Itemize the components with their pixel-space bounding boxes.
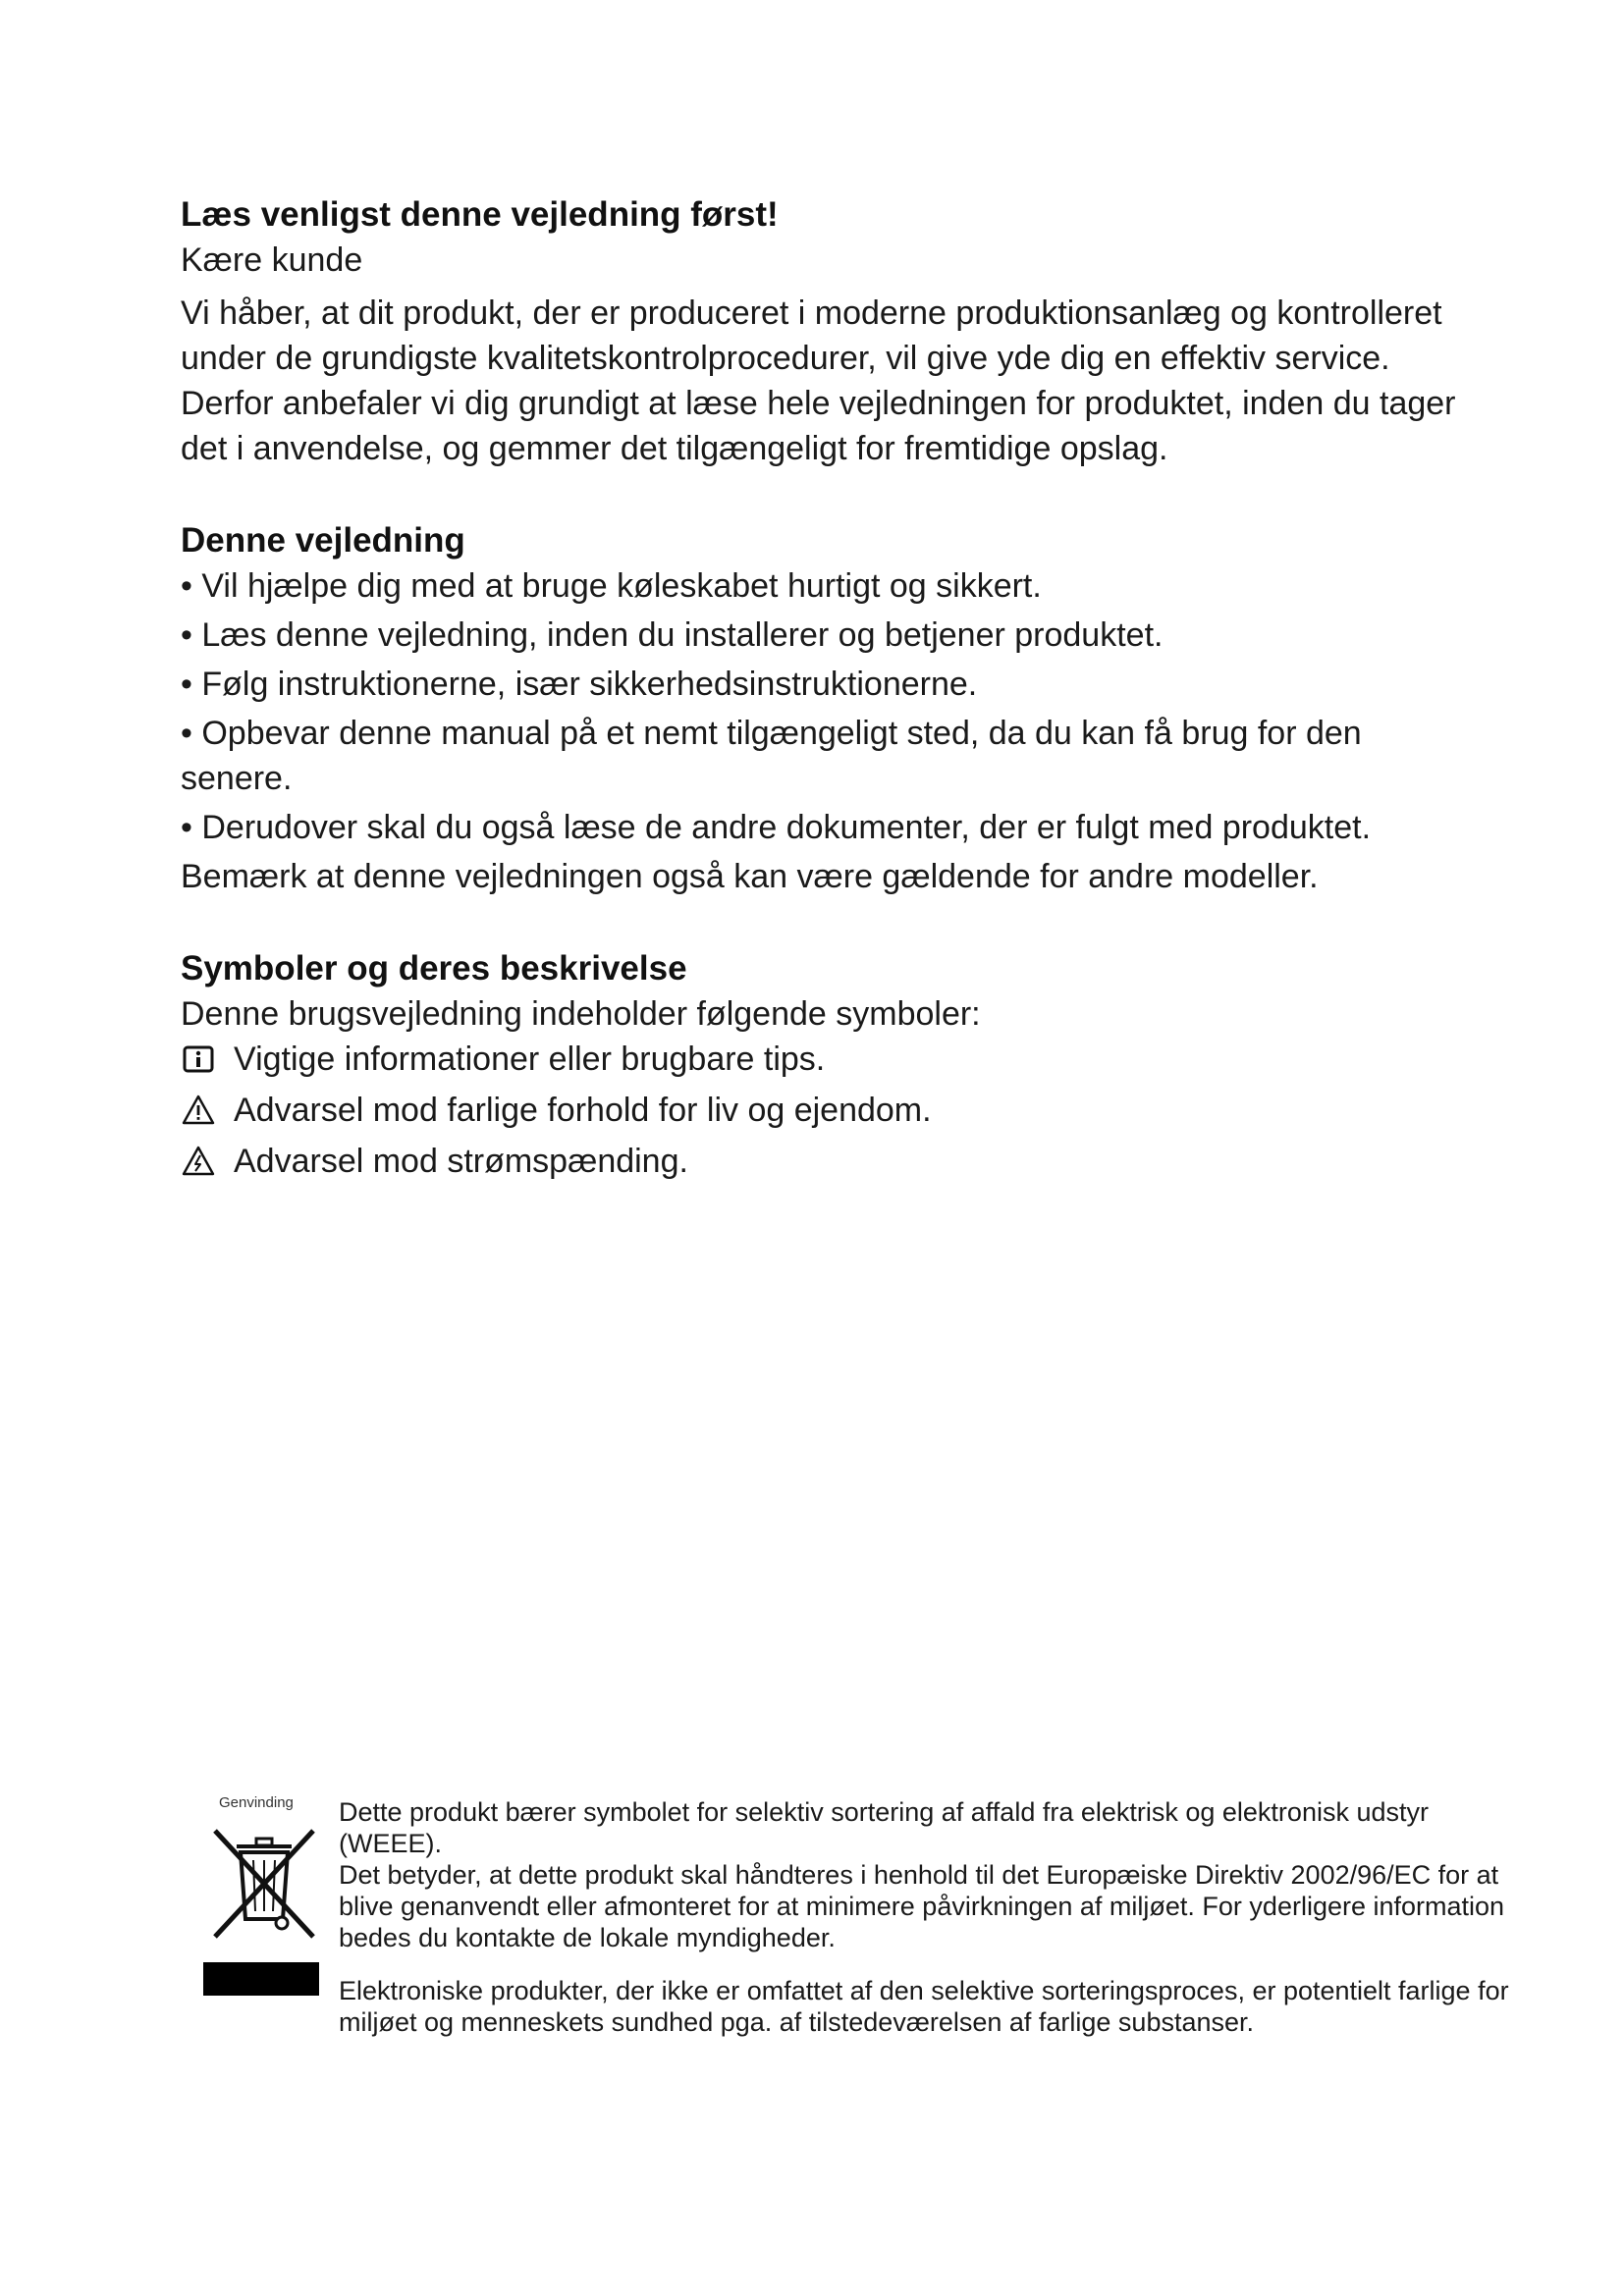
guide-bullet-5: • Derudover skal du også læse de andre dokumenter, der er fulgt med produktet. bbox=[181, 809, 1372, 846]
weee-symbol-block bbox=[203, 1794, 331, 1996]
guide-title: Denne vejledning bbox=[181, 521, 465, 560]
intro-paragraph-1: Vi håber, at dit produkt, der er produceret i moderne produktionsanlæg og kontrolleret under de grundigste kvalitetskontrolprocedurer, vil give yde dig en effektiv service. bbox=[181, 294, 1442, 377]
warning-icon bbox=[181, 1093, 216, 1128]
symbol-text-electric: Advarsel mod strømspænding. bbox=[234, 1143, 688, 1180]
guide-bullet-1: • Vil hjælpe dig med at bruge køleskabet hurtigt og sikkert. bbox=[181, 567, 1042, 605]
symbol-row-info bbox=[181, 1037, 1457, 1082]
intro-greeting: Kære kunde bbox=[181, 241, 363, 279]
info-icon bbox=[181, 1041, 216, 1077]
symbols-intro: Denne brugsvejledning indeholder følgende symboler: bbox=[181, 995, 981, 1033]
weee-black-bar bbox=[203, 1962, 319, 1996]
weee-caption: Genvinding bbox=[219, 1794, 294, 1811]
weee-notice bbox=[203, 1794, 1529, 2050]
symbol-text-warning: Advarsel mod farlige forhold for liv og ejendom. bbox=[234, 1092, 932, 1129]
weee-paragraph-2: Det betyder, at dette produkt skal håndteres i henhold til det Europæiske Direktiv 2002/96/EC for at blive genanvendt eller afmonteret for at minimere påvirkningen af miljøet. For yderligere information bedes du kontakte de lokale myndigheder. bbox=[339, 1860, 1505, 1952]
symbol-row-warning bbox=[181, 1088, 1457, 1133]
crossed-out-bin-icon bbox=[207, 1825, 321, 1943]
electric-warning-icon bbox=[181, 1144, 216, 1179]
symbol-text-info: Vigtige informationer eller brugbare tips. bbox=[234, 1041, 826, 1078]
guide-bullet-2: • Læs denne vejledning, inden du installerer og betjener produktet. bbox=[181, 616, 1164, 654]
weee-text bbox=[339, 1796, 1517, 2038]
intro-paragraph-2: Derfor anbefaler vi dig grundigt at læse hele vejledningen for produktet, inden du tager det i anvendelse, og gemmer det tilgængeligt for fremtidige opslag. bbox=[181, 385, 1456, 467]
symbol-row-electric bbox=[181, 1139, 1457, 1184]
weee-paragraph-1: Dette produkt bærer symbolet for selektiv sortering af affald fra elektrisk og elektronisk udstyr (WEEE). bbox=[339, 1797, 1429, 1858]
guide-bullet-3: • Følg instruktionerne, især sikkerhedsinstruktionerne. bbox=[181, 666, 978, 703]
symbols-title: Symboler og deres beskrivelse bbox=[181, 949, 687, 988]
weee-paragraph-3: Elektroniske produkter, der ikke er omfattet af den selektive sorteringsproces, er potentielt farlige for miljøet og menneskets sundhed pga. af tilstedeværelsen af farlige substanser. bbox=[339, 1976, 1509, 2037]
guide-bullet-4: • Opbevar denne manual på et nemt tilgængeligt sted, da du kan få brug for den senere. bbox=[181, 715, 1362, 797]
intro-title: Læs venligst denne vejledning først! bbox=[181, 195, 779, 234]
guide-note: Bemærk at denne vejledningen også kan være gældende for andre modeller. bbox=[181, 858, 1319, 895]
document-body bbox=[181, 192, 1457, 1190]
